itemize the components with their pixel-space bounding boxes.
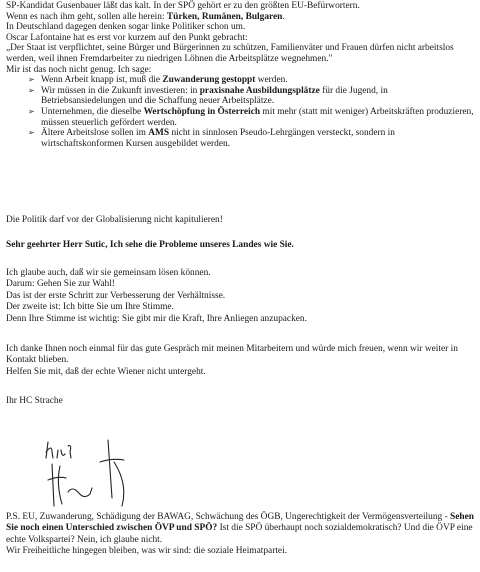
intro-line: Oscar Lafontaine hat es erst vor kurzem auf den Punkt gebracht: [6, 32, 248, 43]
vote-paragraph [6, 268, 474, 325]
postscript [6, 512, 476, 558]
faded-bleed-through [472, 445, 474, 454]
postscript-line: Wir Freiheitliche hingegen bleiben, was wir sind: die soziale Heimatpartei. [6, 546, 288, 557]
handwritten-signature [38, 422, 148, 514]
intro-line: Mir ist das noch nicht genug. Ich sage: [6, 64, 152, 75]
bold-phrase: Wertschöpfung in Österreich [143, 106, 261, 117]
thanks-line: Helfen Sie mit, daß der echte Wiener nicht untergeht. [6, 366, 206, 377]
globalization-statement: Die Politik darf vor der Globalisierung nicht kapitulieren! [6, 215, 223, 225]
closing-text: Ihr HC Strache [6, 396, 63, 406]
letter-intro [6, 1, 474, 149]
intro-line: Wenn es nach ihm geht, sollen alle herein: Türken, Rumänen, Bulgaren. [6, 11, 285, 22]
closing [6, 396, 474, 407]
vote-line: Darum: Gehen Sie zur Wahl! [6, 279, 115, 290]
thanks-paragraph [6, 344, 474, 378]
list-item: ➢ Ältere Arbeitslose sollen im AMS nicht in sinnlosen Pseudo-Lehrgängen versteckt, sondern in wirtschaftskonformen Kursen ausgebildet werden. [28, 128, 474, 149]
intro-line: SP-Kandidat Gusenbauer läßt das kalt. In der SPÖ gehört er zu den größten EU-Befürwortern. [6, 1, 360, 11]
salutation [6, 240, 474, 251]
intro-line: In Deutschland dagegen denken sogar linke Politiker schon um. [6, 22, 246, 33]
bold-phrase: AMS [148, 128, 170, 139]
lafontaine-quote: „Der Staat ist verpflichtet, seine Bürger und Bürgerinnen zu schützen, Familienväter und Frauen dürfen nicht arbeitslos werden, weil ihnen Fremdarbeiter zu niedrigen Löhnen die Arbeitsplätze wegnehmen." [6, 43, 454, 64]
vote-line: Ich glaube auch, daß wir sie gemeinsam lösen können. [6, 268, 211, 278]
bold-phrase: Zuwanderung gestoppt [162, 75, 256, 86]
vote-line: Das ist der erste Schritt zur Verbesserung der Verhältnisse. [6, 290, 226, 301]
list-item: ➢ Unternehmen, die dieselbe Wertschöpfung in Österreich mit mehr (statt mit weniger) Arbeitskräften produzieren, müssen steuerlich gefördert werden. [28, 107, 474, 128]
demands-list [6, 75, 474, 149]
vote-line: Denn Ihre Stimme ist wichtig: Sie gibt mir die Kraft, Ihre Anliegen anzupacken. [6, 313, 307, 324]
salutation-text: Sehr geehrter Herr Sutic, Ich sehe die Probleme unseres Landes wie Sie. [6, 240, 294, 250]
thanks-line: Ich danke Ihnen noch einmal für das gute Gespräch mit meinen Mitarbeitern und würde mich freuen, wenn wir weiter in Kontakt blieben. [6, 344, 458, 366]
list-item: ➢ Wir müssen in die Zukunft investieren: in praxisnahe Ausbildungsplätze für die Jugend, in Betriebsansiedelungen und die Schaffung neuer Arbeitsplätze. [28, 86, 474, 107]
bold-phrase: praxisnahe Ausbildungsplätze [199, 85, 320, 96]
bold-phrase: Türken, Rumänen, Bulgaren [166, 11, 283, 22]
vote-line: Der zweite ist: Ich bitte Sie um Ihre Stimme. [6, 302, 174, 313]
postscript-text: P.S. EU, Zuwanderung, Schädigung der BAWAG, Schwächung des ÖGB, Ungerechtigkeit der Vermögensverteilung - Sehen Sie noch einen Unterschied zwischen ÖVP und SPÖ? Ist die SPÖ überhaupt noch sozialdemokratisch? Und die ÖVP eine echte Volkspartei? Nein, ich glaube nicht. [6, 512, 475, 545]
bold-phrase: Sehen Sie noch einen Unterschied zwischen ÖVP und SPÖ? [6, 512, 475, 534]
list-item: ➢ Wenn Arbeit knapp ist, muß die Zuwanderung gestoppt werden. [28, 75, 474, 86]
